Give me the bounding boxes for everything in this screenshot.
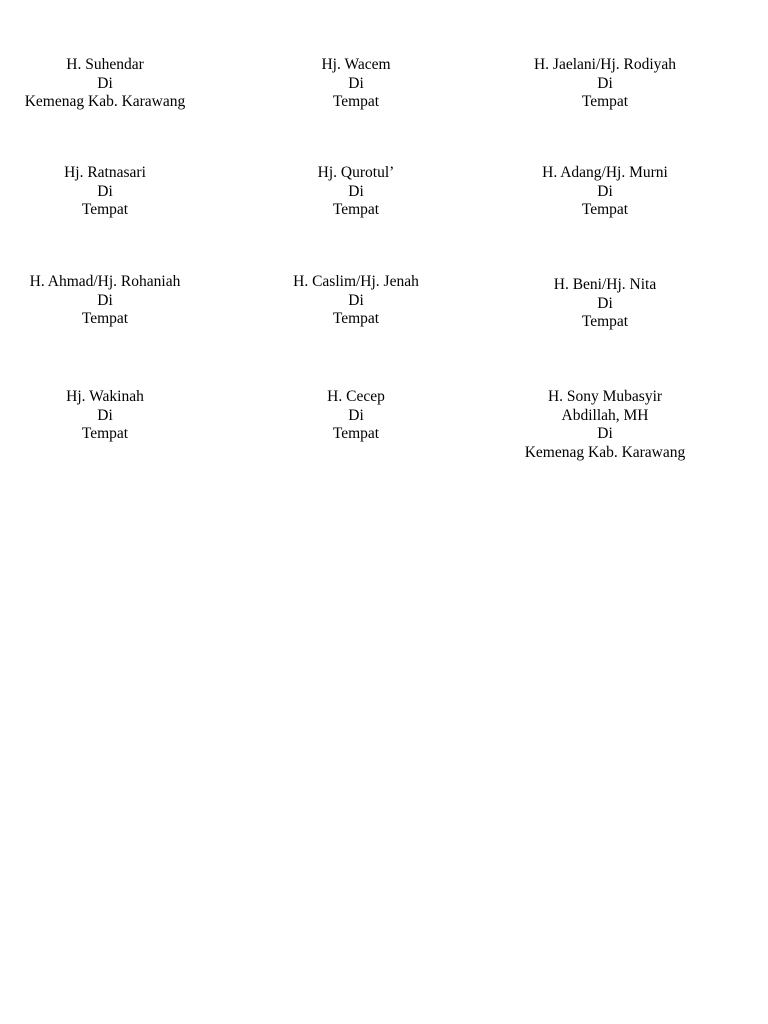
recipient-name: H. Suhendar [66,56,144,73]
preposition: Di [597,294,613,312]
address-label-ahmad-rohaniah [0,273,210,329]
address-label-wakinah [0,388,210,444]
destination: Kemenag Kab. Karawang [524,443,686,461]
preposition: Di [348,74,364,92]
destination: Tempat [332,201,380,218]
recipient-name: Hj. Qurotul’ [317,164,395,181]
address-label-caslim-jenah [256,273,456,329]
address-label-cecep [256,388,456,444]
preposition: Di [597,425,613,442]
destination: Tempat [81,201,129,218]
destination: Tempat [81,425,129,442]
recipient-name: H. Cecep [327,388,385,405]
preposition: Di [97,74,113,92]
address-label-ratnasari [0,164,210,220]
preposition: Di [597,74,613,92]
destination: Tempat [332,425,380,442]
address-label-suhendar [0,56,210,112]
address-label-beni-nita [505,276,705,332]
recipient-name: Hj. Wacem [321,56,391,73]
preposition: Di [348,182,364,200]
recipient-name: H. Beni/Hj. Nita [553,276,657,293]
destination: Kemenag Kab. Karawang [24,93,186,110]
destination: Tempat [332,93,380,110]
preposition: Di [97,182,113,200]
recipient-name: H. Ahmad/Hj. Rohaniah [29,273,181,290]
preposition: Di [597,182,613,200]
destination: Tempat [332,310,380,327]
recipient-title: Abdillah, MH [561,406,649,424]
recipient-name: Hj. Ratnasari [64,164,146,181]
address-label-wacem [256,56,456,112]
recipient-name: H. Sony Mubasyir [547,388,663,405]
preposition: Di [97,406,113,424]
address-label-sony-mubasyir [505,388,705,462]
address-label-jaelani-rodiyah [505,56,705,112]
recipient-name: H. Jaelani/Hj. Rodiyah [533,56,677,73]
destination: Tempat [581,201,629,218]
destination: Tempat [81,310,129,327]
destination: Tempat [581,313,629,330]
address-label-adang-murni [505,164,705,220]
address-label-qurotul [256,164,456,220]
recipient-name: H. Adang/Hj. Murni [542,164,668,181]
recipient-name: Hj. Wakinah [66,388,144,405]
destination: Tempat [581,93,629,110]
preposition: Di [348,406,364,424]
preposition: Di [97,291,113,309]
recipient-name: H. Caslim/Hj. Jenah [293,273,419,290]
preposition: Di [348,291,364,309]
